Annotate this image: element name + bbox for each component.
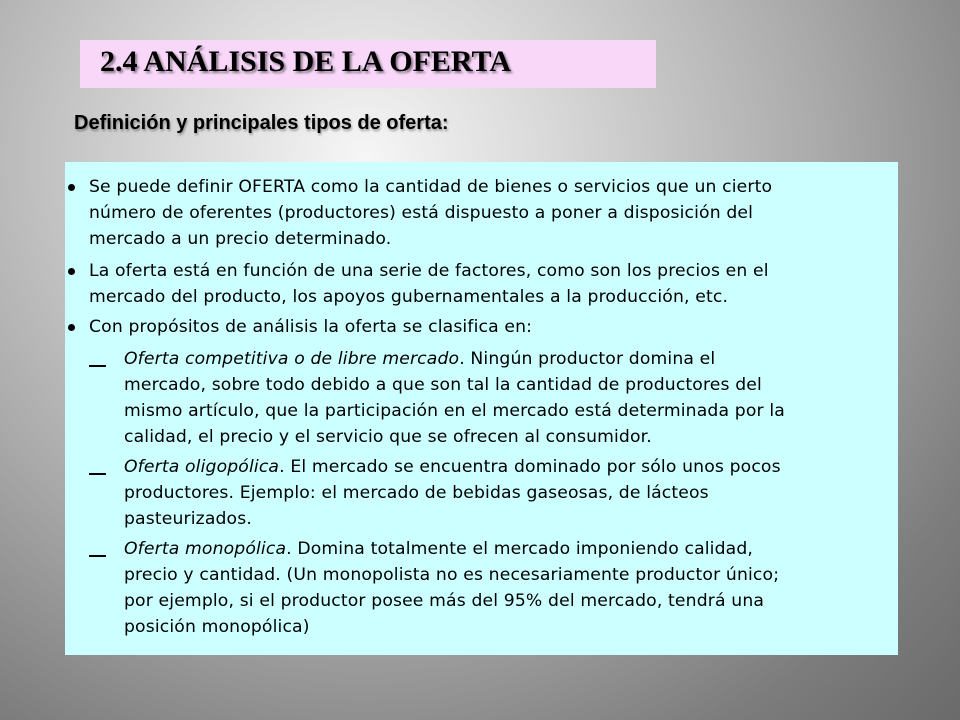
- bullet-item-factors: [89, 258, 889, 310]
- bullet-dot-icon: [68, 324, 75, 331]
- offer-type-first-line: [124, 536, 894, 562]
- bullet-line: número de oferentes (productores) está dispuesto a poner a disposición del: [89, 203, 754, 223]
- offer-type-first-line: [124, 454, 894, 480]
- offer-type-line: mismo artículo, que la participación en el mercado está determinada por la: [124, 401, 785, 421]
- offer-type-term: Oferta oligopólica: [124, 457, 280, 477]
- slide-title: 2.4 ANÁLISIS DE LA OFERTA: [100, 45, 511, 78]
- offer-type-line: calidad, el precio y el servicio que se ofrecen al consumidor.: [124, 427, 652, 447]
- title-box: [80, 40, 656, 88]
- offer-type-line: por ejemplo, si el productor posee más del 95% del mercado, tendrá una: [124, 591, 765, 611]
- bullet-dot-icon: [68, 268, 75, 275]
- offer-type-monopolic: [124, 536, 894, 640]
- bullet-item-definition: [89, 174, 889, 252]
- offer-type-oligopolic: [124, 454, 894, 532]
- slide-subtitle: Definición y principales tipos de oferta:: [74, 112, 449, 134]
- offer-type-line: precio y cantidad. (Un monopolista no es necesariamente productor único;: [124, 565, 780, 585]
- bullet-line: Se puede definir OFERTA como la cantidad de bienes o servicios que un cierto: [89, 177, 773, 197]
- offer-type-line: productores. Ejemplo: el mercado de bebidas gaseosas, de lácteos: [124, 483, 709, 503]
- dash-icon: [89, 555, 106, 557]
- offer-type-first-line: [124, 346, 894, 372]
- offer-type-first-line-rest: . Ningún productor domina el: [459, 349, 716, 369]
- bullet-line: mercado a un precio determinado.: [89, 229, 392, 249]
- content-box: [65, 162, 898, 655]
- offer-type-first-line-rest: . El mercado se encuentra dominado por sólo unos pocos: [279, 457, 781, 477]
- offer-type-competitive: [124, 346, 894, 450]
- offer-type-first-line-rest: . Domina totalmente el mercado imponiendo calidad,: [286, 539, 754, 559]
- bullet-item-classification: [89, 314, 889, 340]
- offer-type-line: mercado, sobre todo debido a que son tal la cantidad de productores del: [124, 375, 762, 395]
- offer-type-line: posición monopólica): [124, 617, 310, 637]
- offer-type-term: Oferta competitiva o de libre mercado: [124, 349, 460, 369]
- dash-icon: [89, 365, 106, 367]
- dash-icon: [89, 473, 106, 475]
- bullet-dot-icon: [68, 184, 75, 191]
- bullet-line: La oferta está en función de una serie de factores, como son los precios en el: [89, 261, 769, 281]
- offer-type-line: pasteurizados.: [124, 509, 252, 529]
- bullet-line: mercado del producto, los apoyos gubernamentales a la producción, etc.: [89, 287, 729, 307]
- offer-type-term: Oferta monopólica: [124, 539, 287, 559]
- bullet-line: Con propósitos de análisis la oferta se clasifica en:: [89, 317, 533, 337]
